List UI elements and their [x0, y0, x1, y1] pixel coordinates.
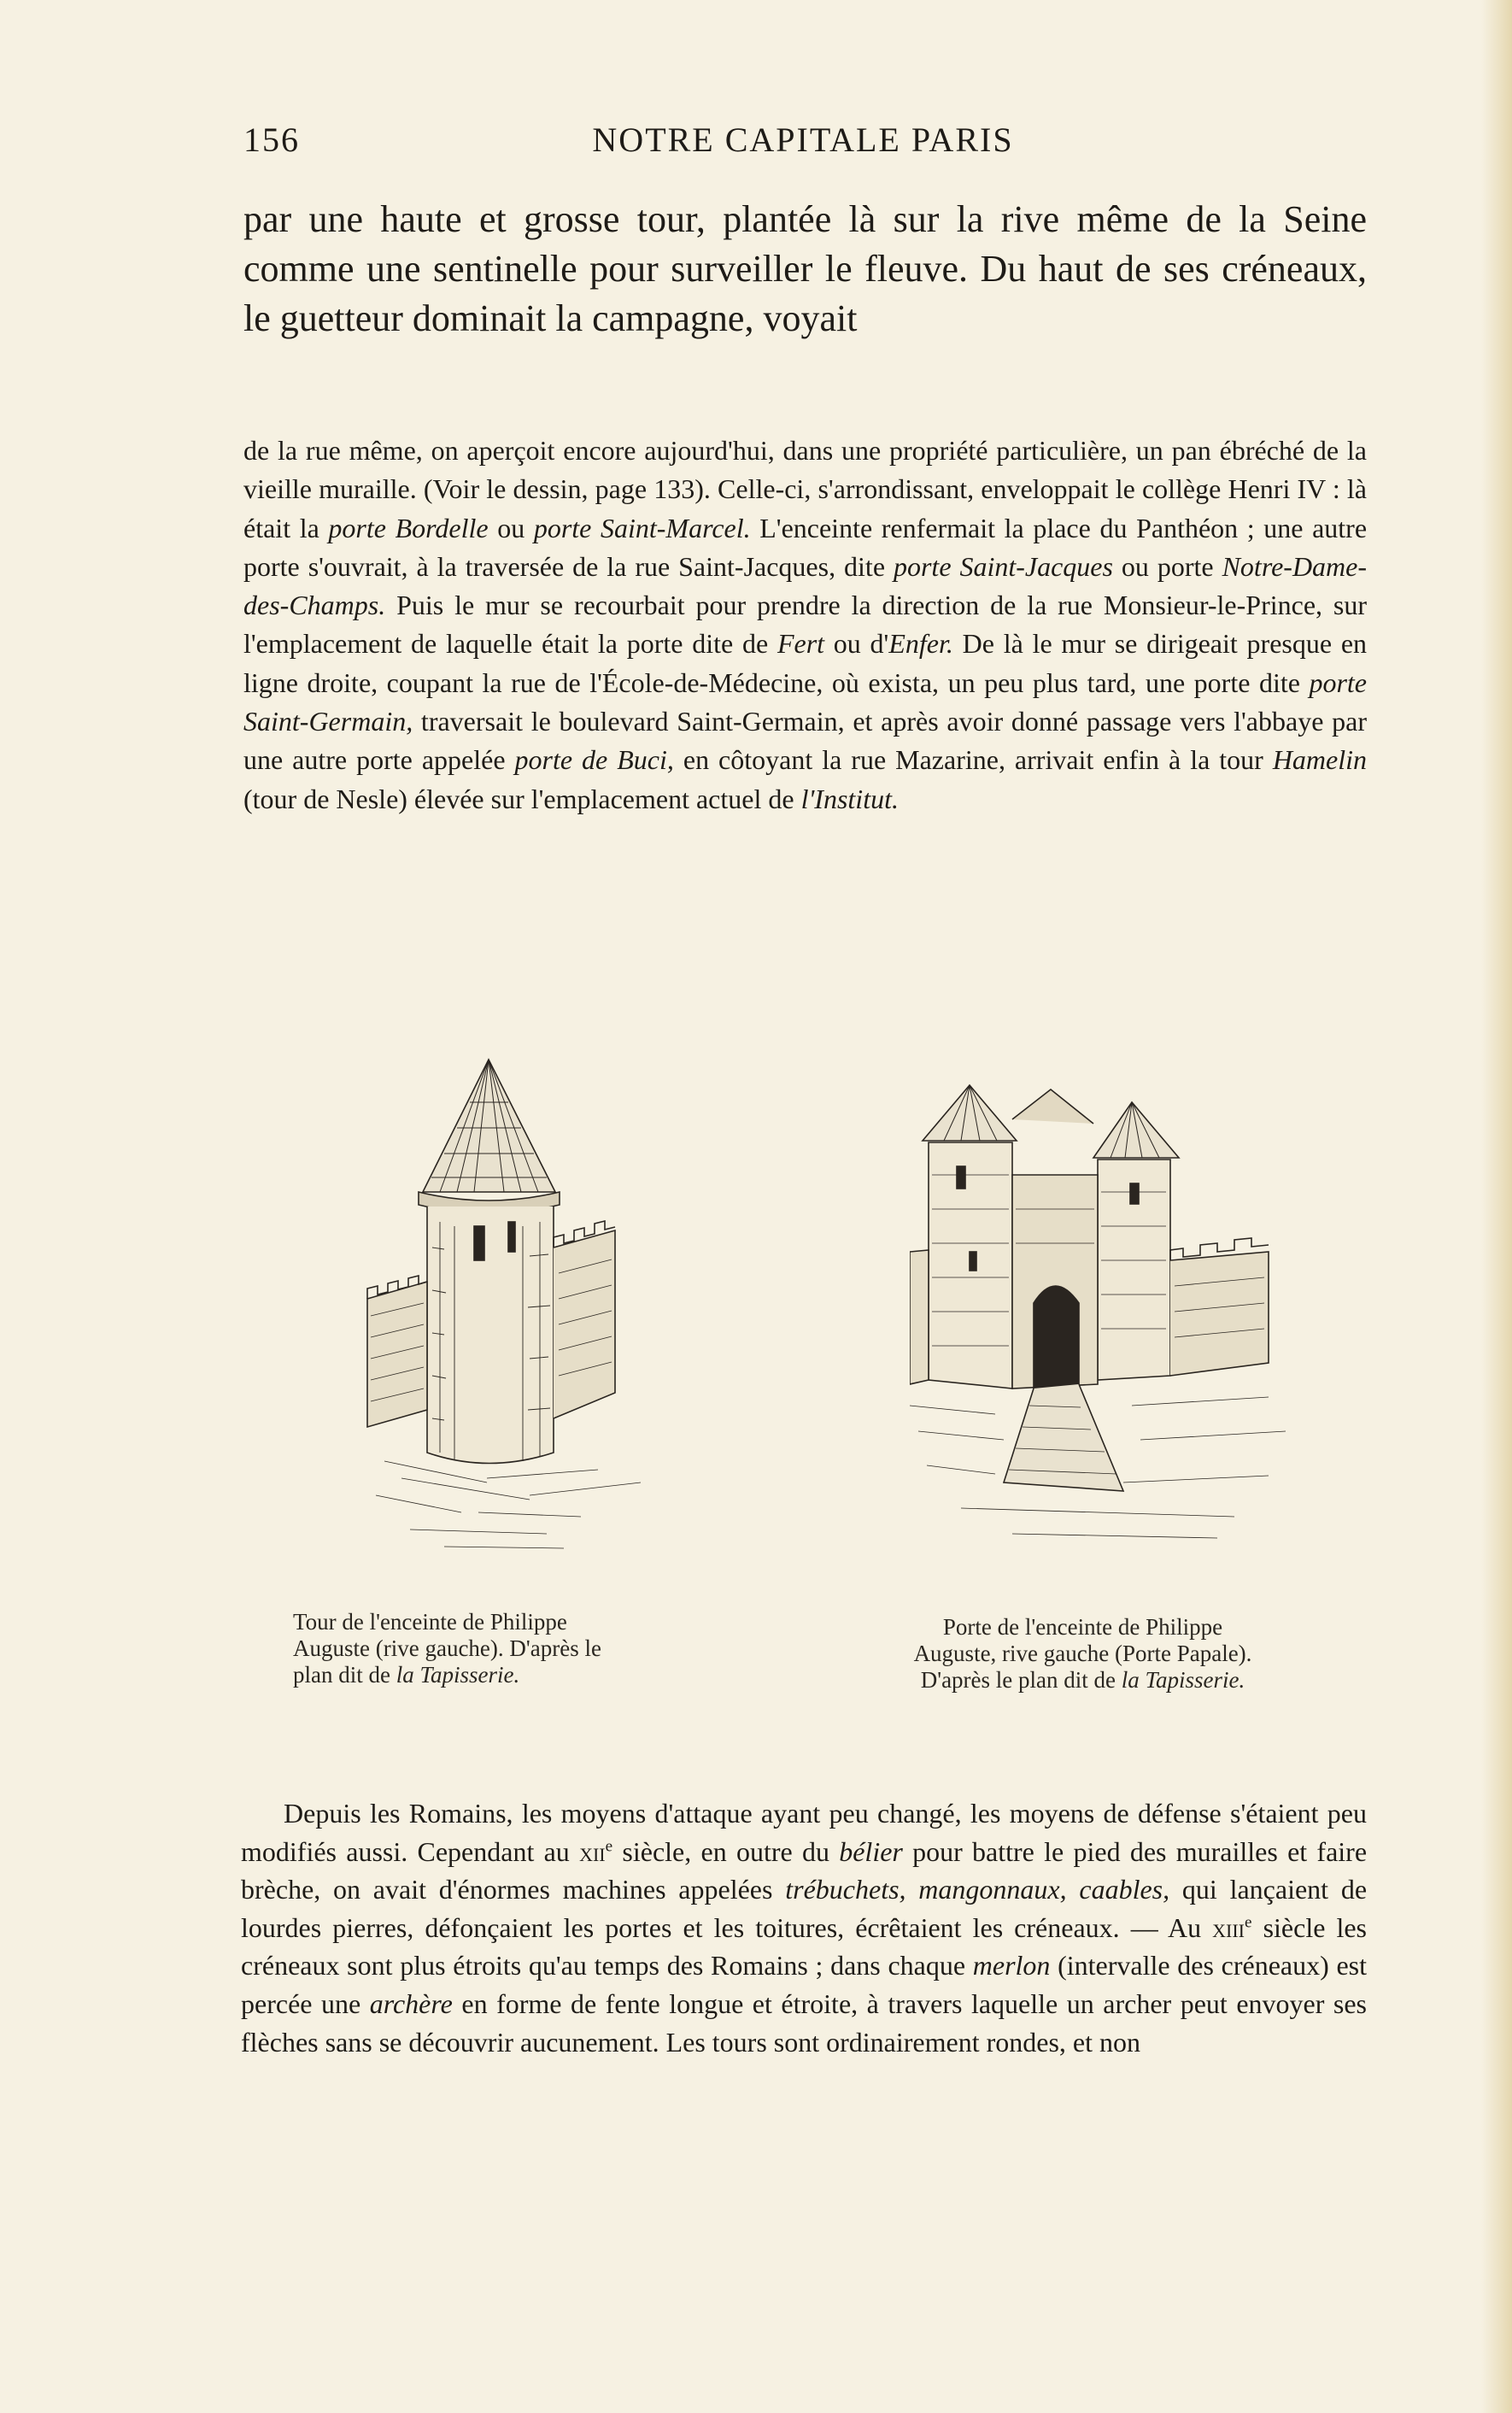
tower-engraving — [359, 1051, 675, 1572]
caption-line — [293, 1662, 724, 1688]
body-text — [243, 432, 1367, 819]
italic-run: porte de Buci, — [514, 744, 674, 776]
italic-run: porte Saint-Marcel. — [533, 512, 751, 543]
text-run: ou — [488, 512, 534, 543]
tower-illustration — [359, 1051, 675, 1572]
page-number: 156 — [243, 120, 300, 159]
caption-line: Porte de l'enceinte de Philippe — [942, 1614, 1223, 1640]
italic-run: merlon — [972, 1950, 1051, 1981]
text-run: traversait le boulevard Saint-Germain, et après avoir donné passage vers l'abbaye par une autre porte appelée — [243, 706, 1367, 776]
lead-text: par une haute et grosse tour, plantée là sur la rive même de la Seine comme une sentinelle pour surveiller le fleuve. Du haut de ses créneaux, le guetteur dominait la campagne, voyait — [243, 198, 1367, 339]
italic-run: bélier — [839, 1835, 903, 1867]
caption-text: D'après le plan dit de — [920, 1667, 1122, 1693]
text-run: ou d' — [824, 628, 889, 660]
text-run: Puis le mur se recourbait pour prendre la direction de la rue Monsieur-le-Prince, sur l'emplacement de laquelle était la porte dite de — [243, 590, 1367, 660]
text-run: siècle, en outre du — [612, 1835, 840, 1867]
italic-run: porte Bordelle — [328, 512, 489, 543]
gate-engraving — [910, 1038, 1324, 1559]
text-run: Depuis les Romains, les moyens d'attaque ayant peu changé, les moyens de défense s'étaient peu modifiés aussi. Cependant au — [241, 1798, 1367, 1867]
caption-line: Auguste (rive gauche). D'après le — [293, 1635, 601, 1661]
italic-run: Hamelin — [1272, 744, 1368, 776]
italic-run: Fert — [777, 628, 825, 660]
text-run: pour battre le pied des murailles et faire brèche, on avait d'énormes machines appelées — [241, 1835, 1368, 1905]
page-header — [243, 120, 1363, 162]
caption-line: Tour de l'enceinte de Philippe — [293, 1609, 567, 1635]
lead-paragraph — [243, 195, 1367, 343]
italic-run: Enfer. — [888, 628, 953, 660]
italic-run: porte Saint-Jacques — [893, 550, 1113, 582]
caption-line: Auguste, rive gauche (Porte Papale). — [913, 1641, 1252, 1666]
text-run: siècle les créneaux sont plus étroits qu'au temps des Romains ; dans chaque — [241, 1911, 1368, 1981]
lower-text — [241, 1794, 1367, 2061]
italic-run: archère — [369, 1987, 453, 2019]
text-run: (intervalle des créneaux) est percée une — [241, 1950, 1368, 2019]
text-run: (tour de Nesle) élevée sur l'emplacement actuel de — [243, 783, 801, 814]
body-paragraph — [243, 432, 1367, 819]
text-run: en forme de fente longue et étroite, à travers laquelle un archer peut envoyer ses flèches sans se découvrir aucunement. Les tours sont ordinairement rondes, et non — [241, 1987, 1367, 2058]
gate-illustration — [910, 1038, 1324, 1559]
text-run: De là le mur se dirigeait presque en ligne droite, coupant la rue de l'École-de-Médecine, où exista, un peu plus tard, une porte dite — [243, 628, 1368, 698]
italic-run: Notre-Dame-des-Champs. — [243, 550, 1368, 621]
italic-run: porte Saint-Germain, — [243, 666, 1367, 737]
caption-text: plan dit de — [293, 1662, 396, 1688]
text-run: qui lançaient de lourdes pierres, défonçaient les portes et les toitures, écrêtaient les créneaux. — Au — [241, 1874, 1368, 1943]
superscript: e — [605, 1836, 613, 1855]
text-run: en côtoyant la rue Mazarine, arrivait enfin à la tour — [673, 744, 1273, 776]
lower-paragraph — [241, 1794, 1367, 2061]
caption-line — [859, 1667, 1307, 1694]
caption-italic: la Tapisserie. — [396, 1662, 520, 1688]
text-run: ou porte — [1112, 550, 1222, 582]
gate-caption — [859, 1614, 1307, 1694]
text-run: de la rue même, on aperçoit encore aujourd'hui, dans une propriété particulière, un pan ébréché de la vieille muraille. (Voir le dessin, page 133). Celle-ci, s'arrondissant, enveloppait le collège Henri IV : là était la — [243, 435, 1367, 543]
small-caps-run: xii — [579, 1835, 606, 1867]
italic-run: l'Institut. — [800, 783, 899, 814]
text-run: L'enceinte renfermait la place du Panthéon ; une autre porte s'ouvrait, à la traversée de la rue Saint-Jacques, dite — [243, 512, 1368, 582]
caption-italic: la Tapisserie. — [1121, 1667, 1245, 1693]
italic-run: trébuchets, mangonnaux, caables, — [785, 1874, 1170, 1905]
small-caps-run: xiii — [1212, 1911, 1245, 1943]
superscript: e — [1245, 1913, 1252, 1932]
page-edge — [1481, 0, 1512, 2413]
tower-caption — [293, 1609, 724, 1688]
running-title: NOTRE CAPITALE PARIS — [592, 120, 1014, 159]
